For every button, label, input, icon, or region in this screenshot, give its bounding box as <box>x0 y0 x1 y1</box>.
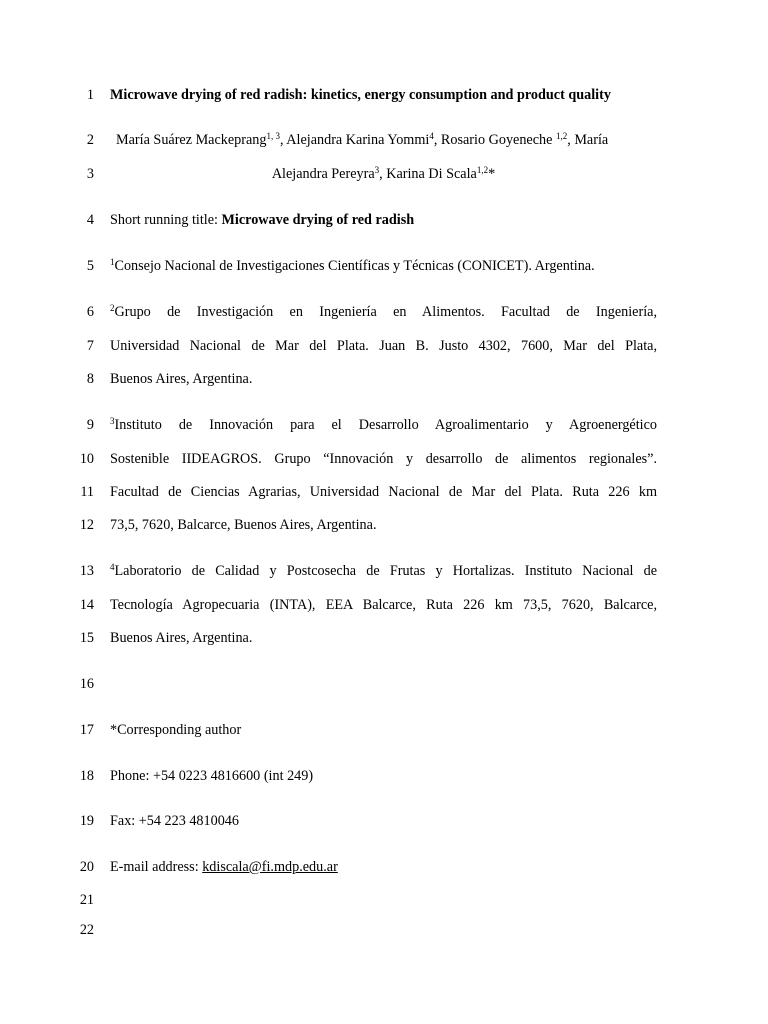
line-number: 2 <box>86 132 94 148</box>
line-number: 1 <box>86 87 94 103</box>
corresponding-author-label: *Corresponding author <box>110 722 242 738</box>
line-number: 22 <box>79 922 94 938</box>
affiliation-3-line-2: Sostenible IIDEAGROS. Grupo “Innovación y desarrollo de alimentos regionales”. <box>110 451 657 467</box>
author-affiliation-sup: 3 <box>374 165 380 175</box>
author-list <box>116 131 657 149</box>
author-name: , María <box>567 132 609 148</box>
author-affiliation-sup: 4 <box>429 131 434 141</box>
line-number: 18 <box>79 768 94 784</box>
affiliation-1: $^1$Consejo Nacional de Investigaciones Científicas y Técnicas (CONICET). Argentina. <box>110 257 595 274</box>
author-affiliation-sup: 1, 3 <box>266 131 280 141</box>
author-name: Alejandra Pereyra <box>271 166 375 182</box>
line-number: 11 <box>80 484 94 500</box>
affiliation-2-line-1: $^2$Grupo de Investigación en Ingeniería en Alimentos. Facultad de Ingeniería, <box>110 303 657 320</box>
email-link[interactable]: kdiscala@fi.mdp.edu.ar <box>202 859 338 875</box>
line-number: 12 <box>79 517 94 533</box>
author-name: , Rosario Goyeneche <box>433 132 556 148</box>
affiliation-3-line-4: 73,5, 7620, Balcarce, Buenos Aires, Argentina. <box>110 517 377 533</box>
author-name: María Suárez Mackeprang <box>116 132 267 148</box>
running-title-value: Microwave drying of red radish <box>221 212 415 228</box>
line-number: 4 <box>86 212 94 228</box>
affiliation-3-line-3: Facultad de Ciencias Agrarias, Universidad Nacional de Mar del Plata. Ruta 226 km <box>110 484 657 500</box>
line-number: 20 <box>79 859 94 875</box>
running-title-label: Short running title: <box>110 212 222 228</box>
line-number: 9 <box>86 417 94 433</box>
email-line <box>110 858 657 876</box>
author-affiliation-sup: 1,2 <box>476 165 489 175</box>
author-name: , Karina Di Scala <box>379 166 477 182</box>
line-number: 15 <box>79 630 94 646</box>
line-number: 6 <box>86 304 94 320</box>
fax-number: Fax: +54 223 4810046 <box>110 813 239 829</box>
line-number: 7 <box>86 338 94 354</box>
line-number: 19 <box>79 813 94 829</box>
running-title <box>110 211 657 229</box>
affiliation-3-line-1: $^3$Instituto de Innovación para el Desarrollo Agroalimentario y Agroenergético <box>110 416 657 433</box>
line-number: 8 <box>86 371 94 387</box>
corresponding-star: * <box>488 166 496 182</box>
line-number: 14 <box>79 597 94 613</box>
affiliation-sup: 1 <box>110 257 115 267</box>
author-list-continued <box>110 165 657 183</box>
affiliation-2-line-3: Buenos Aires, Argentina. <box>110 371 253 387</box>
affiliation-sup: 4 <box>110 562 115 572</box>
line-number: 16 <box>79 676 94 692</box>
author-name: , Alejandra Karina Yommi <box>279 132 430 148</box>
affiliation-4-line-2: Tecnología Agropecuaria (INTA), EEA Balcarce, Ruta 226 km 73,5, 7620, Balcarce, <box>110 597 657 613</box>
phone-number: Phone: +54 0223 4816600 (int 249) <box>110 768 314 784</box>
line-number: 10 <box>79 451 94 467</box>
affiliation-4-line-3: Buenos Aires, Argentina. <box>110 630 253 646</box>
line-number: 17 <box>79 722 94 738</box>
affiliation-4-line-1: $^4$Laboratorio de Calidad y Postcosecha de Frutas y Hortalizas. Instituto Nacional de <box>110 562 657 579</box>
author-affiliation-sup: 1,2 <box>555 131 568 141</box>
affiliation-sup: 3 <box>110 416 115 426</box>
affiliation-2-line-2: Universidad Nacional de Mar del Plata. Juan B. Justo 4302, 7600, Mar del Plata, <box>110 338 657 354</box>
paper-title: Microwave drying of red radish: kinetics, energy consumption and product quality <box>110 87 611 103</box>
line-number: 13 <box>79 563 94 579</box>
email-label: E-mail address: <box>110 859 203 875</box>
line-number: 21 <box>79 892 94 908</box>
line-number: 3 <box>86 166 94 182</box>
affiliation-sup: 2 <box>110 303 115 313</box>
line-number: 5 <box>86 258 94 274</box>
